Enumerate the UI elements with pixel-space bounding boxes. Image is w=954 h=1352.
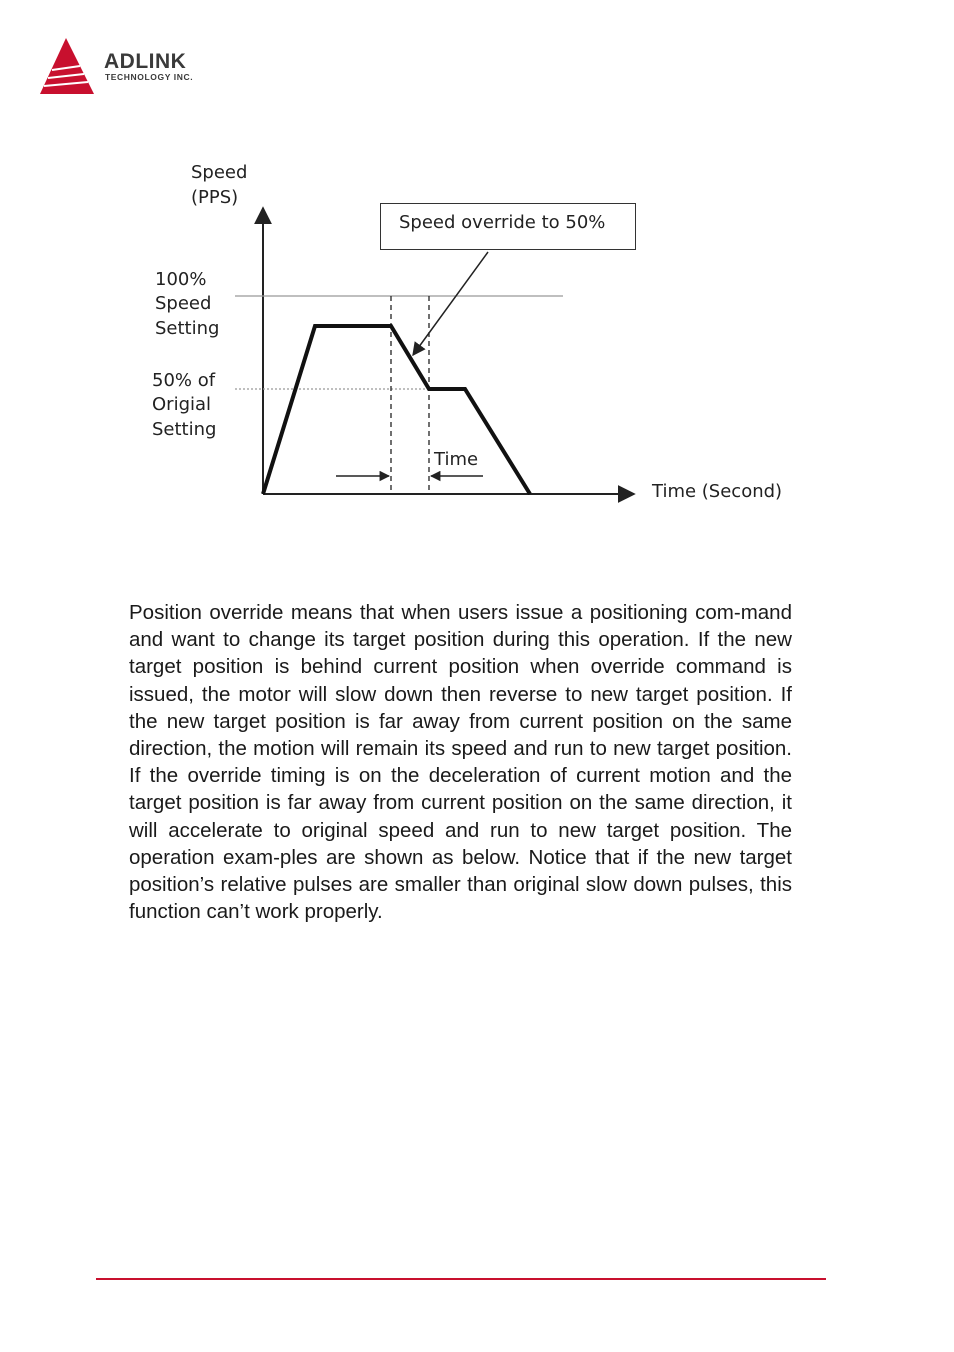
brand-name: ADLINK: [104, 50, 187, 73]
company-logo: [38, 36, 238, 100]
speed-profile-line: [263, 326, 530, 494]
level-100-label-line1: 100%: [155, 269, 207, 290]
speed-override-callout: Speed override to 50%: [380, 203, 636, 250]
level-50-label-line1: 50% of: [152, 370, 216, 391]
speed-override-diagram: [140, 150, 820, 530]
level-50-label-line2: Origial: [152, 394, 212, 415]
level-100-label-line2: Speed: [155, 293, 212, 314]
callout-pointer: [413, 252, 488, 355]
footer-rule: [96, 1278, 826, 1280]
level-100-label-line3: Setting: [155, 318, 220, 339]
time-marker-label: Time: [434, 449, 479, 470]
body-paragraph: Position override means that when users issue a positioning com-mand and want to change its target position during this operation. If the new target position is behind current position when override command is issued, the motor will slow down then reverse to new target position. If the new target position is far away from current position on the same direction, the motion will remain its speed and run to new target position. If the override timing is on the deceleration of current motion and the target position is far away from current position on the same direction, it will accelerate to original speed and run to new target position. The operation exam-ples are shown as below. Notice that if the new target position’s relative pulses are smaller than original slow down pulses, this function can’t work properly.: [129, 601, 792, 924]
x-axis-title: Time (Second): [652, 481, 783, 502]
brand-tagline: TECHNOLOGY INC.: [105, 72, 194, 82]
y-axis-title-line1: Speed: [191, 162, 248, 183]
level-50-label-line3: Setting: [152, 419, 217, 440]
y-axis-title-line2: (PPS): [191, 187, 239, 208]
adlink-triangle-icon: [38, 36, 102, 100]
